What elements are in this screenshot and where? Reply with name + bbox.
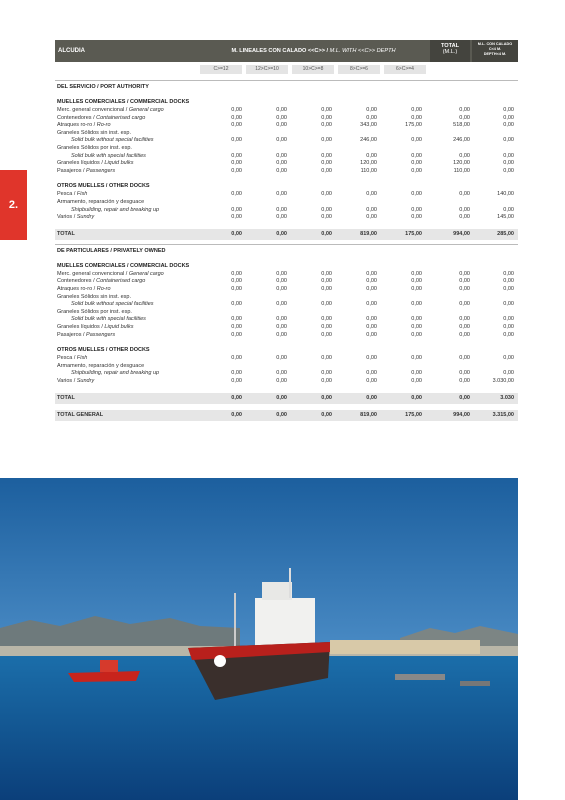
table-cell: 0,00: [231, 324, 242, 330]
table-cell: 0,00: [231, 167, 242, 174]
table-cell: 0,00: [276, 331, 287, 338]
table-row: [55, 207, 518, 215]
table-cell: 0,00: [503, 122, 514, 129]
table-cell: 0,00: [321, 160, 332, 167]
total-header: TOTAL (M.L.): [430, 40, 470, 62]
row-label-es: Pasajeros /: [57, 331, 87, 338]
table-row: [55, 271, 518, 279]
row-label: [71, 207, 159, 215]
table-row: [55, 316, 518, 324]
table-cell: 246,00: [453, 137, 470, 144]
table-cell: 110,00: [360, 167, 377, 174]
table-cell: 120,00: [360, 160, 377, 167]
row-label-en: Sundry: [76, 378, 95, 384]
table-cell: 0,00: [321, 316, 332, 323]
row-label-en: Shipbuilding, repair and breaking up: [71, 206, 160, 213]
total-cell: 0,00: [321, 230, 332, 237]
depth-range-label: 8>C>=6: [338, 65, 380, 74]
chapter-tab: [0, 170, 27, 240]
table-cell: 0,00: [459, 378, 470, 384]
total-cell: 994,00: [453, 230, 470, 237]
table-header: [55, 40, 518, 62]
row-label: [57, 324, 133, 332]
table-cell: 0,00: [231, 160, 242, 167]
table-body: [55, 74, 518, 449]
table-cell: 0,00: [321, 191, 332, 198]
shallow-depth-header: M.L. CON CALADO C<4 M. DEPTH<4 M.: [472, 40, 518, 62]
table-cell: 0,00: [411, 191, 422, 198]
table-cell: 0,00: [366, 286, 377, 292]
table-cell: 0,00: [459, 286, 470, 292]
grand-total-row: [55, 410, 518, 421]
table-cell: 0,00: [459, 370, 470, 377]
table-cell: 0,00: [459, 214, 470, 221]
table-cell: 0,00: [366, 107, 377, 113]
table-cell: 0,00: [321, 324, 332, 330]
total-label: TOTAL: [57, 230, 75, 237]
total-label: TOTAL GENERAL: [57, 411, 104, 418]
total-cell: 819,00: [360, 230, 377, 237]
table-cell: 0,00: [321, 107, 332, 113]
table-cell: 0,00: [276, 152, 287, 159]
table-cell: 3.030,00: [492, 378, 514, 384]
table-cell: 0,00: [503, 152, 514, 159]
divider: [55, 244, 518, 245]
table-cell: 518,00: [453, 122, 470, 129]
row-label-en: Solid bulk with special facilities: [71, 316, 146, 323]
table-cell: 0,00: [411, 167, 422, 174]
table-cell: 0,00: [411, 278, 422, 285]
table-cell: 145,00: [497, 214, 514, 221]
row-label-en: Containerised cargo: [96, 278, 146, 285]
table-cell: 0,00: [411, 355, 422, 362]
table-cell: 0,00: [231, 370, 242, 377]
row-label-en: Fish: [76, 355, 88, 362]
row-label-es: Merc. general convencional /: [57, 107, 129, 113]
row-label-en: Solid bulk without special facilities: [71, 301, 154, 308]
total-cell: 0,00: [231, 411, 242, 418]
port-name: ALCUDIA: [58, 48, 85, 54]
table-cell: 0,00: [321, 114, 332, 121]
table-cell: 0,00: [503, 167, 514, 174]
table-row: [55, 286, 518, 294]
table-row: [55, 199, 518, 207]
table-cell: 0,00: [321, 206, 332, 213]
row-label: [71, 153, 146, 161]
table-cell: 0,00: [276, 378, 287, 384]
table-cell: 0,00: [459, 278, 470, 285]
row-label: [57, 278, 145, 286]
total-cell: 0,00: [276, 411, 287, 418]
section-title: OTROS MUELLES / OTHER DOCKS: [57, 183, 150, 190]
table-cell: 0,00: [503, 160, 514, 167]
table-cell: 343,00: [360, 122, 377, 129]
depth-range-row: [55, 62, 518, 74]
table-cell: 0,00: [231, 316, 242, 323]
table-cell: 120,00: [453, 160, 470, 167]
table-cell: 0,00: [366, 152, 377, 159]
table-cell: 0,00: [276, 355, 287, 362]
divider: [55, 80, 518, 81]
row-label-en: Solid bulk with special facilities: [71, 152, 146, 159]
table-cell: 0,00: [459, 114, 470, 121]
total-cell: 0,00: [321, 394, 332, 401]
table-cell: 0,00: [411, 214, 422, 221]
table-cell: 0,00: [321, 331, 332, 338]
total-cell: 0,00: [321, 411, 332, 418]
table-cell: 0,00: [411, 301, 422, 308]
table-cell: 0,00: [459, 107, 470, 113]
total-cell: 175,00: [405, 411, 422, 418]
table-cell: 0,00: [411, 316, 422, 323]
row-label-es: Merc. general convencional /: [57, 270, 129, 277]
table-row: [55, 153, 518, 161]
row-label: [57, 130, 131, 138]
row-label-es: Varios /: [57, 378, 77, 384]
total-cell: 0,00: [276, 230, 287, 237]
table-cell: 0,00: [321, 137, 332, 144]
table-row: [55, 378, 518, 386]
table-cell: 0,00: [411, 370, 422, 377]
table-cell: 175,00: [405, 122, 422, 129]
row-label-es: Contenedores /: [57, 114, 97, 121]
table-cell: 0,00: [503, 301, 514, 308]
row-label-en: Passengers: [86, 167, 116, 174]
row-label: [57, 286, 111, 294]
table-cell: 0,00: [366, 378, 377, 384]
row-label: [57, 107, 164, 115]
row-label: [57, 199, 144, 207]
row-label: [57, 160, 133, 168]
table-cell: 0,00: [231, 107, 242, 113]
table-cell: 0,00: [366, 355, 377, 362]
row-label-es: Varios /: [57, 214, 77, 221]
table-cell: 0,00: [231, 206, 242, 213]
row-label-en: Ro-ro: [96, 286, 111, 292]
table-cell: 0,00: [231, 301, 242, 308]
table-cell: 0,00: [231, 191, 242, 198]
table-cell: 140,00: [497, 191, 514, 198]
table-cell: 0,00: [321, 122, 332, 129]
chapter-number: 2.: [8, 199, 19, 211]
ship-in-harbour-image: [0, 478, 518, 800]
table-cell: 0,00: [321, 370, 332, 377]
table-cell: 0,00: [231, 270, 242, 277]
row-label-es: Pesca /: [57, 355, 77, 362]
table-cell: 0,00: [503, 137, 514, 144]
total-cell: 0,00: [231, 230, 242, 237]
table-cell: 0,00: [231, 214, 242, 221]
table-cell: 0,00: [231, 355, 242, 362]
row-label-es: Graneles Sólidos sin inst. esp.: [57, 129, 131, 136]
table-cell: 0,00: [276, 301, 287, 308]
table-cell: 0,00: [411, 107, 422, 113]
total-cell: 0,00: [459, 394, 470, 401]
row-label: [71, 301, 154, 309]
table-cell: 0,00: [411, 206, 422, 213]
table-cell: 0,00: [459, 191, 470, 198]
row-label-es: Graneles líquidos /: [57, 324, 105, 330]
table-cell: 0,00: [503, 286, 514, 292]
table-cell: 0,00: [503, 270, 514, 277]
row-label: [57, 122, 111, 130]
table-cell: 0,00: [459, 331, 470, 338]
section-title: DE PARTICULARES / PRIVATELY OWNED: [57, 247, 166, 254]
table-row: [55, 168, 518, 176]
row-label-es: Armamento, reparación y desguace: [57, 362, 145, 369]
row-label: [57, 332, 115, 340]
table-cell: 0,00: [503, 355, 514, 362]
table-cell: 0,00: [503, 278, 514, 285]
row-label-es: Graneles Sólidos por inst. esp.: [57, 308, 132, 315]
table-cell: 0,00: [366, 301, 377, 308]
table-cell: 0,00: [276, 160, 287, 167]
table-cell: 0,00: [411, 324, 422, 330]
table-cell: 0,00: [503, 114, 514, 121]
row-label: [57, 145, 132, 153]
table-cell: 0,00: [366, 331, 377, 338]
table-cell: 0,00: [276, 278, 287, 285]
table-cell: 0,00: [321, 152, 332, 159]
table-cell: 0,00: [459, 316, 470, 323]
table-cell: 0,00: [231, 137, 242, 144]
section-title: DEL SERVICIO / PORT AUTHORITY: [57, 84, 149, 90]
table-cell: 0,00: [503, 316, 514, 323]
table-cell: 0,00: [276, 137, 287, 144]
table-cell: 0,00: [366, 370, 377, 377]
row-label: [71, 316, 146, 324]
table-cell: 0,00: [276, 206, 287, 213]
table-cell: 0,00: [276, 114, 287, 121]
row-label-en: Liquid bulks: [104, 324, 134, 330]
row-label: [57, 168, 115, 176]
table-row: [55, 115, 518, 123]
table-cell: 0,00: [276, 122, 287, 129]
table-row: [55, 214, 518, 222]
row-label-en: Ro-ro: [96, 122, 111, 129]
table-cell: 0,00: [231, 122, 242, 129]
row-label: [57, 294, 131, 302]
row-label: [57, 363, 144, 371]
berth-length-table: [55, 40, 518, 449]
row-label: [57, 191, 87, 199]
row-label-es: Atraques ro-ro /: [57, 286, 97, 292]
table-cell: 0,00: [366, 324, 377, 330]
total-label: TOTAL: [57, 394, 75, 401]
row-label-en: General cargo: [128, 270, 164, 277]
table-cell: 0,00: [231, 286, 242, 292]
table-row: [55, 309, 518, 317]
row-label-en: Sundry: [76, 214, 95, 221]
table-row: [55, 355, 518, 363]
row-label-en: Shipbuilding, repair and breaking up: [71, 370, 160, 377]
table-cell: 0,00: [503, 206, 514, 213]
table-cell: 0,00: [459, 270, 470, 277]
table-cell: 0,00: [321, 378, 332, 384]
table-cell: 0,00: [459, 206, 470, 213]
table-cell: 0,00: [411, 270, 422, 277]
table-cell: 0,00: [411, 378, 422, 384]
row-label-es: Atraques ro-ro /: [57, 122, 97, 129]
table-cell: 0,00: [276, 324, 287, 330]
row-label: [57, 214, 94, 222]
total-cell: 3.315,00: [492, 411, 514, 418]
table-cell: 0,00: [276, 167, 287, 174]
depth-range-label: C>=12: [200, 65, 242, 74]
row-label: [71, 137, 154, 145]
table-cell: 0,00: [321, 167, 332, 174]
table-cell: 0,00: [231, 278, 242, 285]
row-label-es: Graneles líquidos /: [57, 160, 105, 167]
table-cell: 0,00: [503, 324, 514, 330]
table-cell: 0,00: [366, 278, 377, 285]
total-cell: 0,00: [411, 394, 422, 401]
table-row: [55, 191, 518, 199]
table-cell: 0,00: [503, 331, 514, 338]
table-row: [55, 278, 518, 286]
total-cell: 0,00: [231, 394, 242, 401]
row-label-es: Pesca /: [57, 191, 77, 198]
table-cell: 0,00: [459, 152, 470, 159]
table-cell: 0,00: [231, 114, 242, 121]
row-label: [57, 271, 164, 279]
table-cell: 0,00: [503, 370, 514, 377]
table-cell: 0,00: [321, 301, 332, 308]
total-cell: 0,00: [276, 394, 287, 401]
table-row: [55, 370, 518, 378]
table-cell: 0,00: [276, 316, 287, 323]
table-cell: 0,00: [459, 301, 470, 308]
row-label: [57, 378, 94, 386]
table-cell: 0,00: [459, 324, 470, 330]
table-cell: 0,00: [366, 206, 377, 213]
section-title: MUELLES COMERCIALES / COMMERCIAL DOCKS: [57, 99, 190, 105]
table-cell: 0,00: [231, 152, 242, 159]
row-label-es: Graneles Sólidos por inst. esp.: [57, 145, 132, 151]
row-label: [57, 115, 145, 123]
total-cell: 175,00: [405, 230, 422, 237]
table-cell: 0,00: [411, 331, 422, 338]
table-cell: 0,00: [321, 278, 332, 285]
table-row: [55, 137, 518, 145]
row-label-es: Armamento, reparación y desguace: [57, 199, 145, 205]
table-row: [55, 122, 518, 130]
table-cell: 0,00: [276, 214, 287, 221]
table-row: [55, 130, 518, 138]
section-title: MUELLES COMERCIALES / COMMERCIAL DOCKS: [57, 262, 190, 269]
table-cell: 0,00: [411, 152, 422, 159]
table-row: [55, 324, 518, 332]
table-cell: 0,00: [366, 191, 377, 198]
table-cell: 0,00: [411, 137, 422, 144]
table-row: [55, 145, 518, 153]
total-cell: 3.030: [500, 394, 514, 401]
table-row: [55, 301, 518, 309]
depth-range-label: 12>C>=10: [246, 65, 288, 74]
table-row: [55, 363, 518, 371]
depth-range-label: 10>C>=8: [292, 65, 334, 74]
row-label-en: Solid bulk without special facilities: [71, 137, 154, 144]
row-label-en: Containerised cargo: [96, 114, 146, 121]
table-cell: 0,00: [321, 355, 332, 362]
depth-range-label: 6>C>=4: [384, 65, 426, 74]
table-row: [55, 332, 518, 340]
section-title: OTROS MUELLES / OTHER DOCKS: [57, 347, 150, 354]
row-label-en: General cargo: [128, 107, 164, 113]
table-cell: 0,00: [503, 107, 514, 113]
depth-group-header: M. LINEALES CON CALADO <<C>> / M.L. WITH <<C>> DEPTH: [231, 48, 396, 54]
row-label: [57, 309, 132, 317]
table-cell: 110,00: [453, 167, 470, 174]
row-label-es: Graneles Sólidos sin inst. esp.: [57, 293, 131, 300]
table-cell: 246,00: [360, 137, 377, 144]
total-cell: 0,00: [366, 394, 377, 401]
row-label: [57, 355, 87, 363]
row-label-en: Liquid bulks: [104, 160, 134, 167]
table-cell: 0,00: [231, 331, 242, 338]
total-cell: 994,00: [453, 411, 470, 418]
table-row: [55, 160, 518, 168]
table-cell: 0,00: [321, 286, 332, 292]
table-cell: 0,00: [321, 214, 332, 221]
table-cell: 0,00: [459, 355, 470, 362]
table-row: [55, 107, 518, 115]
harbour-photo: [0, 478, 518, 800]
table-cell: 0,00: [411, 160, 422, 167]
table-cell: 0,00: [231, 378, 242, 384]
table-row: [55, 294, 518, 302]
table-cell: 0,00: [276, 370, 287, 377]
total-cell: 819,00: [360, 411, 377, 418]
table-cell: 0,00: [411, 114, 422, 121]
row-label-es: Pasajeros /: [57, 167, 87, 174]
table-cell: 0,00: [366, 214, 377, 221]
row-label-es: Contenedores /: [57, 278, 97, 285]
table-cell: 0,00: [366, 114, 377, 121]
table-cell: 0,00: [276, 270, 287, 277]
table-cell: 0,00: [276, 191, 287, 198]
total-cell: 285,00: [497, 230, 514, 237]
table-cell: 0,00: [276, 107, 287, 113]
table-cell: 0,00: [366, 316, 377, 323]
row-label-en: Fish: [76, 191, 88, 198]
subtotal-row: [55, 393, 518, 404]
table-cell: 0,00: [366, 270, 377, 277]
row-label: [71, 370, 159, 378]
table-cell: 0,00: [276, 286, 287, 292]
subtotal-row: [55, 229, 518, 240]
row-label-en: Passengers: [86, 331, 116, 338]
table-cell: 0,00: [411, 286, 422, 292]
table-cell: 0,00: [321, 270, 332, 277]
